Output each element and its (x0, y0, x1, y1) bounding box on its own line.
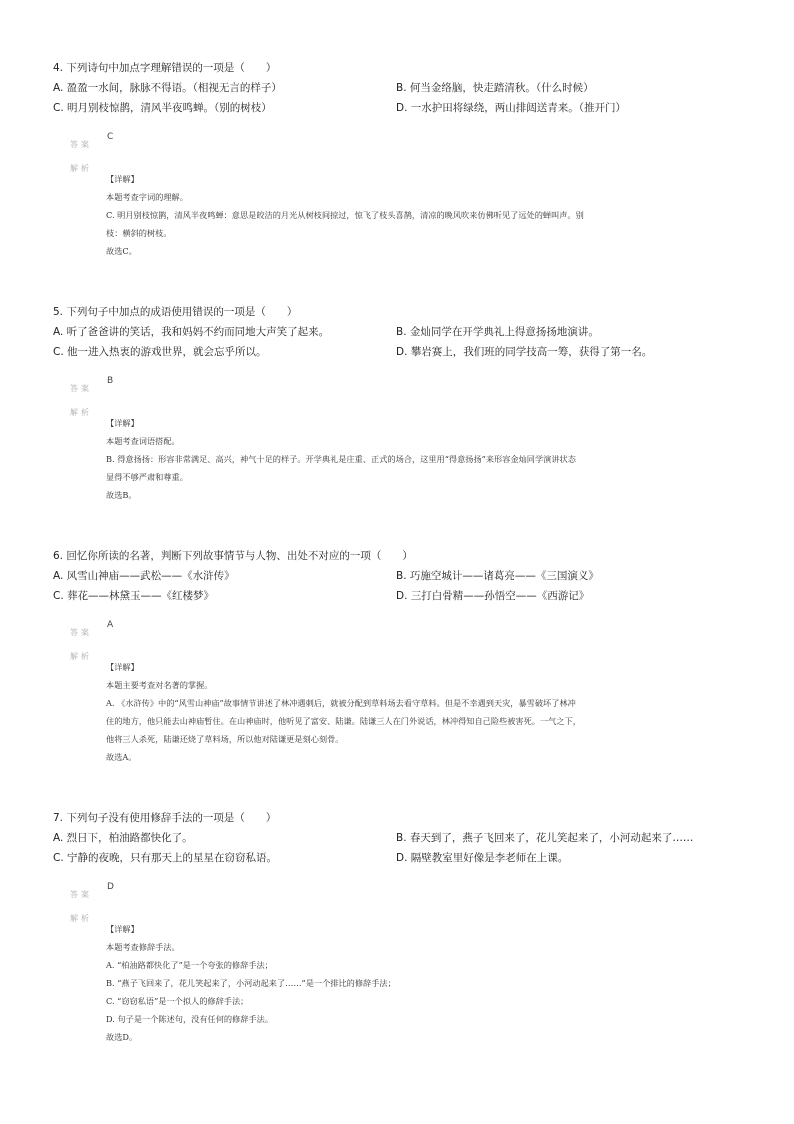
detail-line: 【详解】 (106, 418, 139, 428)
detail-line: 他将三人杀死，陆谦还烧了草料场，所以他对陆谦更是刻心刻骨。 (106, 734, 344, 744)
option-d: D. 一水护田将绿绕，两山排闼送青来。（推开门） (396, 102, 627, 114)
analysis-label: 解析 (70, 164, 92, 173)
detail-line: 显得不够严肃和尊重。 (106, 472, 188, 482)
detail-line: 枝：横斜的树枝。 (106, 228, 172, 238)
answer-row (70, 620, 753, 640)
detail-line: C. “窃窃私语”是一个拟人的修辞手法； (106, 996, 249, 1006)
analysis-row (70, 906, 753, 923)
question-stem: 6. 回忆你所读的名著，判断下列故事情节与人物、出处不对应的一项（ ） (53, 550, 413, 562)
option-a: A. 风雪山神庙——武松——《水浒传》 (53, 570, 235, 582)
answer-value: D (107, 882, 114, 892)
answer-label: 答案 (70, 140, 92, 149)
question-7 (53, 810, 753, 1046)
detail-line: C. 明月别枝惊鹊，清风半夜鸣蝉：意思是皎洁的月光从树枝间掠过，惊飞了枝头喜鹊，清凉的晚风吹来仿佛听见了远处的蝉叫声。别 (106, 210, 584, 220)
options (53, 324, 753, 364)
options (53, 80, 753, 120)
option-a: A. 烈日下，柏油路都快化了。 (53, 832, 193, 844)
detail-line: A. 《水浒传》中的“风雪山神庙”故事情节讲述了林冲遇刺后，就被分配到草料场去看守草料。但是不幸遇到天灾，暴雪破坏了林冲 (106, 698, 576, 708)
options (53, 830, 753, 870)
analysis-label: 解析 (70, 914, 92, 923)
detail-line: 故选D。 (106, 1032, 138, 1042)
options (53, 568, 753, 608)
detail-line: D. 句子是一个陈述句，没有任何的修辞手法。 (106, 1014, 274, 1024)
answer-value: A (107, 620, 114, 630)
analysis-row (70, 400, 753, 417)
option-d: D. 三打白骨精——孙悟空——《西游记》 (396, 590, 590, 602)
detail-line: 【详解】 (106, 924, 139, 934)
analysis-detail (106, 920, 716, 1046)
option-a: A. 盈盈一水间，脉脉不得语。（相视无言的样子） (53, 82, 282, 94)
question-4 (53, 60, 753, 260)
answer-label: 答案 (70, 628, 92, 637)
question-stem: 7. 下列句子没有使用修辞手法的一项是（ ） (53, 812, 277, 824)
detail-line: 本题主要考查对名著的掌握。 (106, 680, 213, 690)
option-b: B. 春天到了，燕子飞回来了，花儿笑起来了，小河动起来了…… (396, 832, 694, 844)
detail-line: 本题考查词语搭配。 (106, 436, 180, 446)
option-a: A. 听了爸爸讲的笑话，我和妈妈不约而同地大声笑了起来。 (53, 326, 330, 338)
question-stem: 5. 下列句子中加点的成语使用错误的一项是（ ） (53, 306, 298, 318)
question-stem: 4. 下列诗句中加点字理解错误的一项是（ ） (53, 62, 277, 74)
detail-line: 故选B。 (106, 490, 137, 500)
answer-label: 答案 (70, 384, 92, 393)
analysis-detail (106, 414, 716, 504)
analysis-detail (106, 658, 716, 766)
detail-line: 【详解】 (106, 174, 139, 184)
detail-line: B. “燕子飞回来了，花儿笑起来了，小河动起来了……”是一个排比的修辞手法； (106, 978, 396, 988)
option-c: C. 宁静的夜晚，只有那天上的星星在窃窃私语。 (53, 852, 278, 864)
answer-row (70, 376, 753, 396)
option-b: B. 巧施空城计——诸葛亮——《三国演义》 (396, 570, 599, 582)
analysis-row (70, 644, 753, 661)
analysis-label: 解析 (70, 408, 92, 417)
answer-row (70, 882, 753, 902)
analysis-detail (106, 170, 716, 260)
detail-line: 住的地方，他只能去山神庙暂住。在山神庙时，他听见了富安、陆谦。陆谦三人在门外说话，林冲得知自己险些被害死。一气之下， (106, 716, 581, 726)
question-5 (53, 304, 753, 504)
option-d: D. 攀岩赛上，我们班的同学技高一筹，获得了第一名。 (396, 346, 653, 358)
option-d: D. 隔壁教室里好像是李老师在上课。 (396, 852, 569, 864)
detail-line: 本题考查修辞手法。 (106, 942, 180, 952)
question-6 (53, 548, 753, 766)
option-b: B. 何当金络脑，快走踏清秋。（什么时候） (396, 82, 594, 94)
detail-line: 故选A。 (106, 752, 137, 762)
answer-value: C (107, 132, 114, 142)
option-c: C. 他一进入热衷的游戏世界，就会忘乎所以。 (53, 346, 267, 358)
answer-row (70, 132, 753, 152)
option-b: B. 金灿同学在开学典礼上得意扬扬地演讲。 (396, 326, 599, 338)
option-c: C. 明月别枝惊鹊，清风半夜鸣蝉。（别的树枝） (53, 102, 272, 114)
analysis-label: 解析 (70, 652, 92, 661)
detail-line: B. 得意扬扬：形容非常满足、高兴，神气十足的样子。开学典礼是庄重、正式的场合，这里用“得意扬扬”来形容金灿同学演讲状态 (106, 454, 576, 464)
analysis-row (70, 156, 753, 173)
detail-line: A. “柏油路都快化了”是一个夸张的修辞手法； (106, 960, 273, 970)
detail-line: 故选C。 (106, 246, 137, 256)
detail-line: 本题考查字词的理解。 (106, 192, 188, 202)
answer-value: B (107, 376, 114, 386)
detail-line: 【详解】 (106, 662, 139, 672)
option-c: C. 葬花——林黛玉——《红楼梦》 (53, 590, 215, 602)
answer-label: 答案 (70, 890, 92, 899)
